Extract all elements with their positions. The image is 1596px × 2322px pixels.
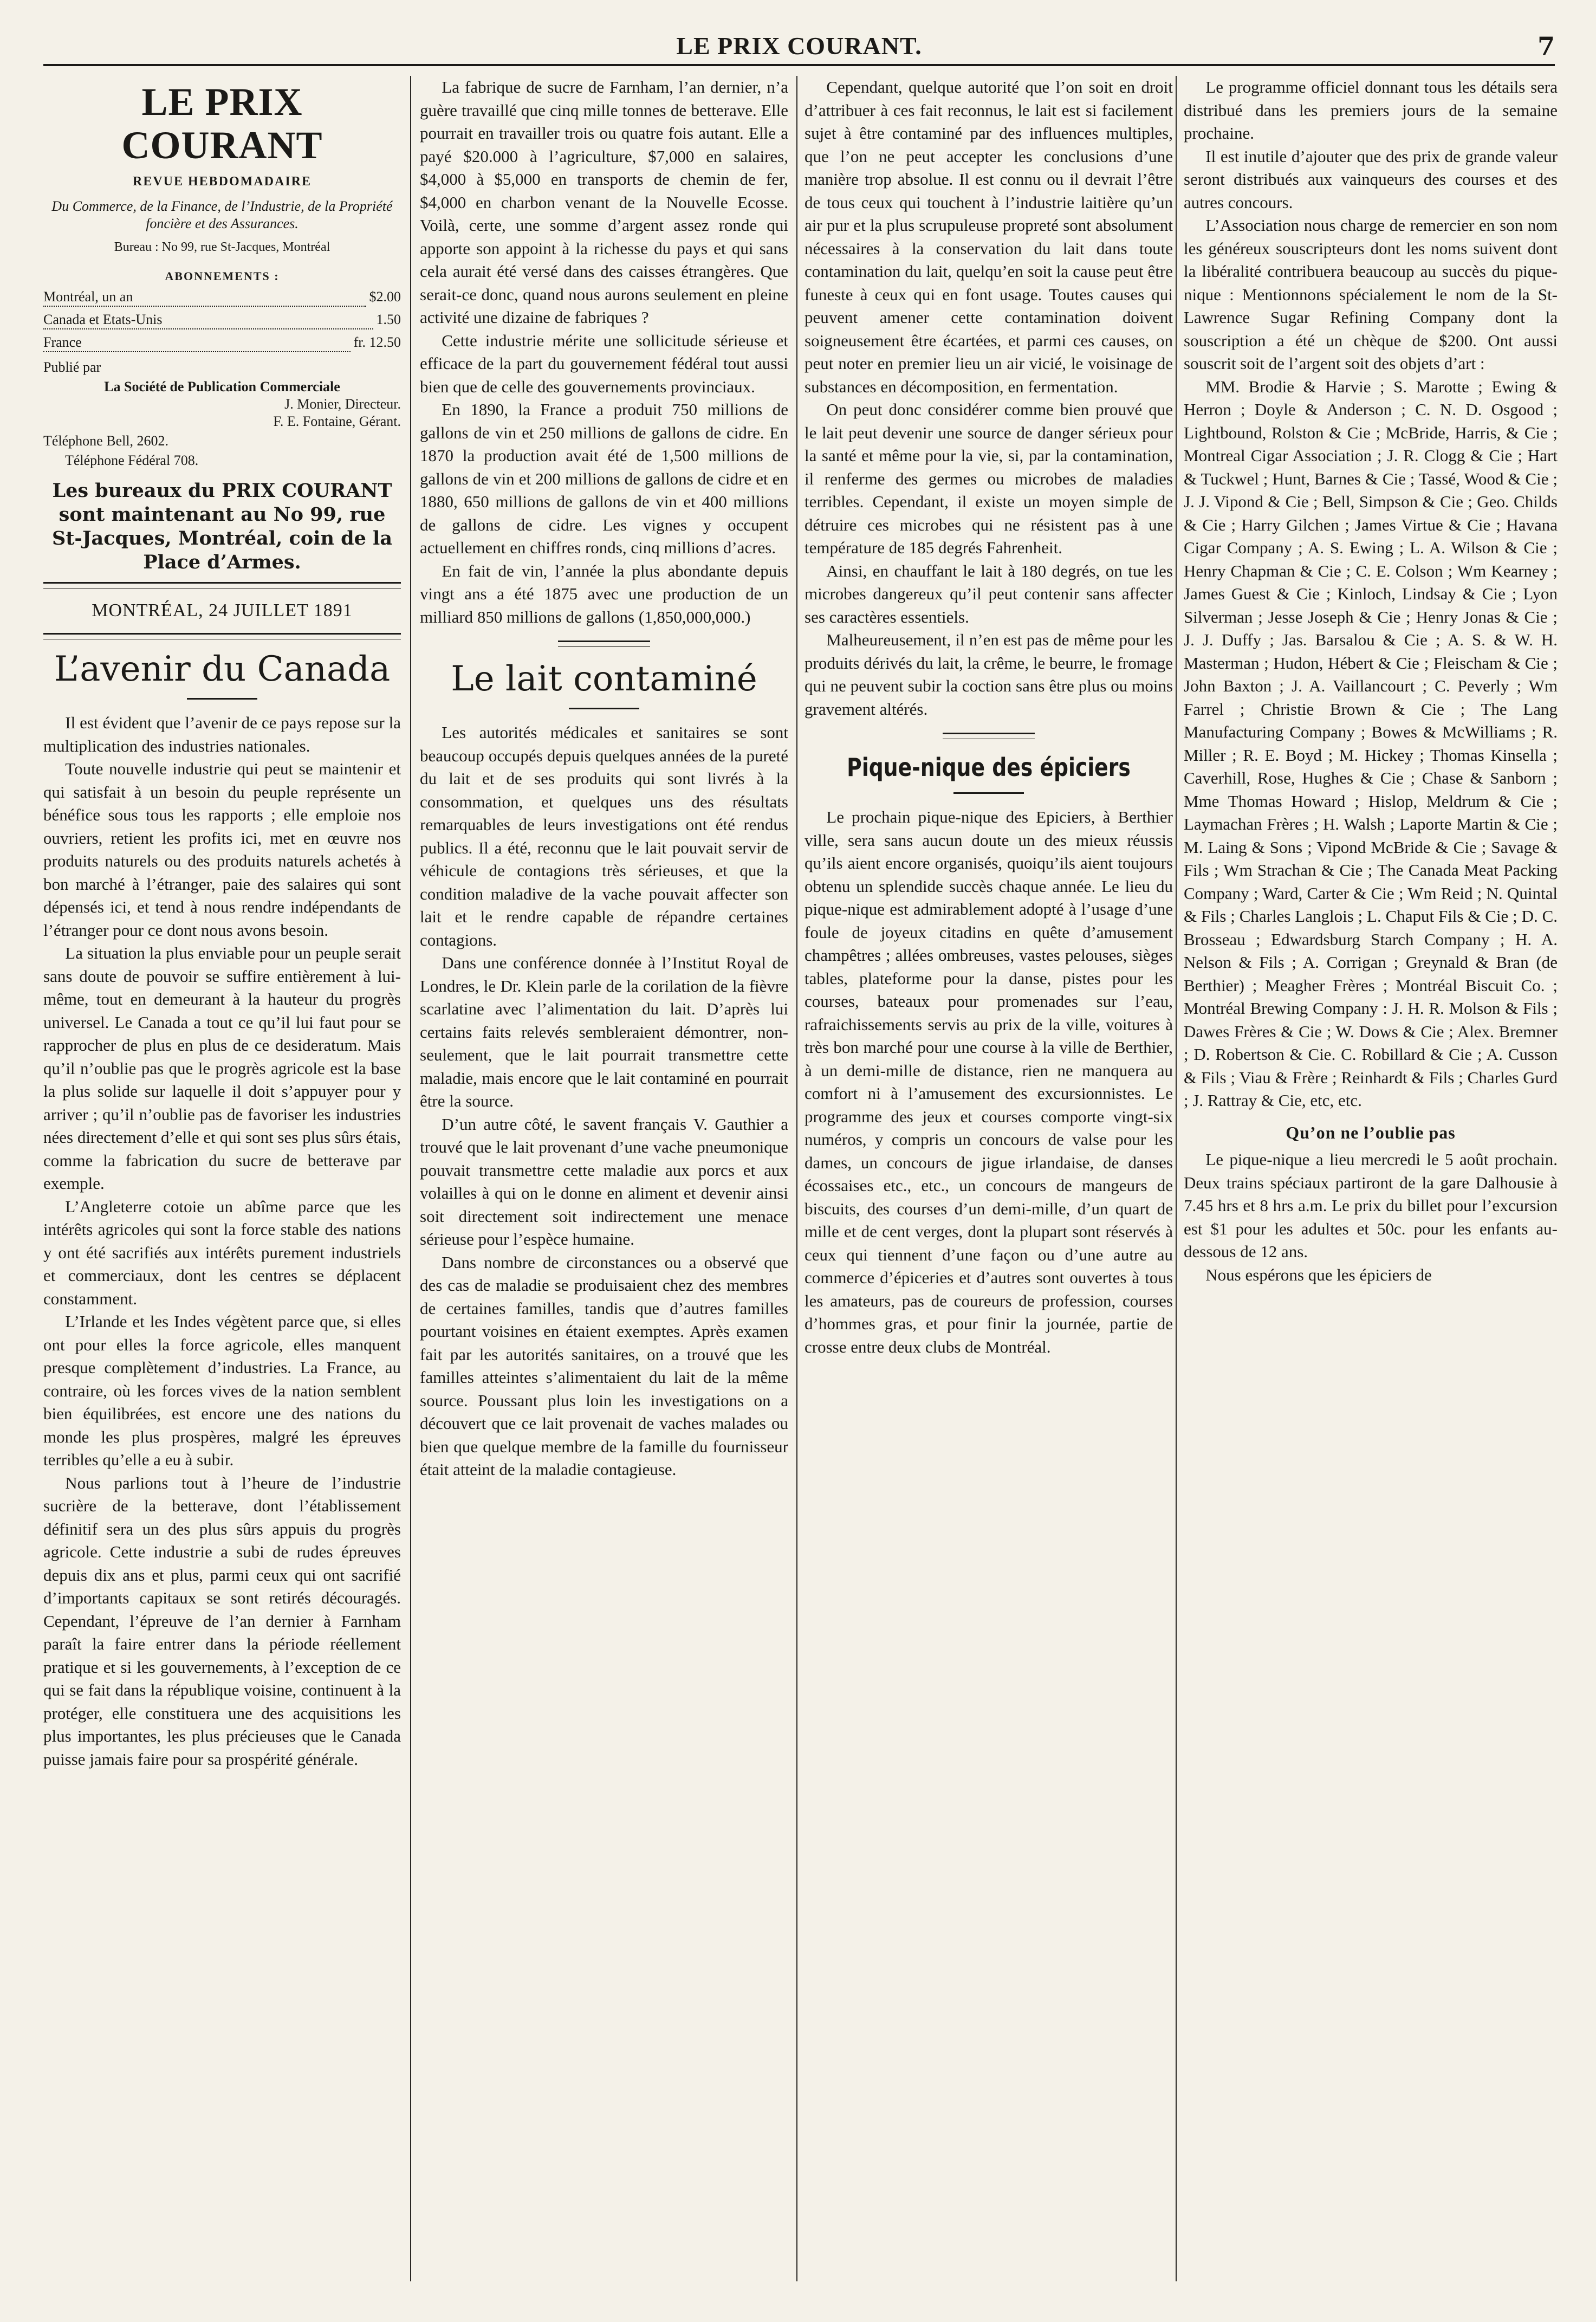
article-paragraph: Toute nouvelle industrie qui peut se maintenir et qui satisfait à un besoin du peuple représente un bénéfice sous tous les rapports ; elle emploie nos ouvriers, retient les profits ici, met en œuvre nos produits naturels ou des produits naturels achetés à bon marché à l’étranger, paie des salaires qui sont dépensés ici, et tend à nous rendre indépendants de l’étranger pour ce dont nous avons besoin.: [43, 759, 401, 940]
article-paragraph: L’Association nous charge de remercier en son nom les généreux souscripteurs dont les noms suivent dont la libéralité contribuera beaucoup au succès du pique-nique : Mentionnons spécialement le nom de la St-Lawrence Sugar Refining Company dont la souscription a été un chèque de $200. Ont aussi souscrit soit de l’argent soit des objets d’art :: [1184, 216, 1558, 373]
subscription-price: fr. 12.50: [353, 334, 401, 350]
masthead-bureau: Bureau : No 99, rue St-Jacques, Montréal: [114, 240, 330, 254]
page-header: [43, 31, 1555, 62]
article-headline: Pique-nique des épiciers: [847, 753, 1131, 782]
article-paragraph: En 1890, la France a produit 750 millions de gallons de vin et 250 millions de gallons de cidre. En 1870 la production avait été de 1,500 millions de gallons de vin et 200 millions de gallons de cidre et en 1880, 650 millions de gallons de vin et 400 millions de gallons de cidre. Les vignes y occupent actuellement en chiffres ronds, cinq millions d’acres.: [420, 400, 788, 557]
page-number: 7: [1537, 31, 1555, 61]
manager: F. E. Fontaine, Gérant.: [273, 413, 401, 429]
subscriptions-label: ABONNEMENTS :: [165, 269, 280, 283]
article-paragraph: Dans nombre de circonstances ou a observé que des cas de maladie se produisaient chez des membres de certaines familles, tandis que d’autres familles pourtant voisines en étaient exemptes. Après examen fait par les autorités sanitaires, on a trouvé que les familles atteintes s’alimentaient du lait de la même source. Poussant plus loin les investigations on a découvert que ce lait provenait de vaches malades ou bien que quelque membre de la famille du fournisseur était atteint de la maladie contagieuse.: [420, 1252, 788, 1479]
subscription-price: 1.50: [376, 311, 401, 327]
column-3: [805, 76, 1173, 2287]
office-notice: Les bureaux du PRIX COURANT sont maintenant au No 99, rue St-Jacques, Montréal, coin de la Place d’Armes.: [51, 479, 393, 573]
headline-rule: [953, 792, 1024, 794]
masthead-subtitle: REVUE HEBDOMADAIRE: [132, 174, 312, 189]
telephone-federal: Téléphone Fédéral 708.: [65, 452, 199, 468]
dateline: MONTRÉAL, 24 JUILLET 1891: [92, 600, 353, 620]
article-paragraph: On peut donc considérer comme bien prouvé que le lait peut devenir une source de danger sérieux pour la santé et même pour la vie, si, par la contamination, il renferme des germes ou microbes de maladies terribles. Cependant, il existe un moyen simple de détruire ces microbes qui ne résistent pas à une température de 185 degrés Fahrenheit.: [805, 400, 1173, 557]
article-end-rule: [943, 733, 1035, 739]
column-rule: [1176, 76, 1177, 2281]
subhead: Qu’on ne l’oublie pas: [1286, 1122, 1456, 1142]
article-paragraph: Il est évident que l’avenir de ce pays repose sur la multiplication des industries nationales.: [43, 713, 401, 755]
column-rule: [796, 76, 797, 2281]
subscriptions-list: [43, 288, 401, 357]
publisher-name: La Société de Publication Commerciale: [104, 378, 340, 394]
running-head: LE PRIX COURANT.: [676, 32, 922, 60]
subscription-row: [43, 311, 401, 334]
article-paragraph: Nous espérons que les épiciers de: [1205, 1265, 1432, 1284]
article-paragraph: L’Angleterre cotoie un abîme parce que les intérêts agricoles qui sont la force stable des nations y ont été sacrifiés aux intérêts purement industriels et commerciaux, dont les centres se déplacent constamment.: [43, 1196, 401, 1308]
published-by: Publié par: [43, 359, 101, 375]
article-headline: Le lait contaminé: [451, 659, 757, 699]
article-paragraph: La situation la plus enviable pour un peuple serait sans doute de pouvoir se suffire entièrement à lui-même, tout en demeurant à la hauteur du progrès universel. Le Canada a tout ce qu’il lui faut pour se rapprocher de plus en plus de ce desideratum. Mais qu’il n’oublie pas que le progrès agricole est la base la plus solide sur laquelle il doit s’appuyer pour y arriver ; qu’il n’oublie pas de favoriser les industries nées directement d’elle et qui sont ses plus sûrs étais, comme la fabrication du sucre de betterave par exemple.: [43, 943, 401, 1193]
article-paragraph: Le programme officiel donnant tous les détails sera distribué dans les premiers jours de la semaine prochaine.: [1184, 77, 1558, 143]
article-paragraph: Le pique-nique a lieu mercredi le 5 août prochain. Deux trains spéciaux partiront de la gare Dalhousie à 7.45 hrs et 8 hrs a.m. Le prix du billet pour l’excursion est $1 pour les adultes et 50c. pour les enfants au-dessous de 12 ans.: [1184, 1150, 1558, 1261]
article-paragraph: Dans une conférence donnée à l’Institut Royal de Londres, le Dr. Klein parle de la corilation de la fièvre scarlatine avec l’alimentation du lait. D’après lui certains faits relevés sembleraient démontrer, non-seulement, que le lait pourrait transmettre cette maladie, mais encore que le lait contaminé en pourrait être la source.: [420, 953, 788, 1110]
dateline-rule: [43, 633, 401, 639]
article-paragraph: Cette industrie mérite une sollicitude sérieuse et efficace de la part du gouvernement fédéral tout aussi bien que de celle des gouvernements provinciaux.: [420, 331, 788, 396]
subscription-row: [43, 334, 401, 357]
subscription-place: France: [43, 334, 351, 352]
masthead-title: LE PRIX COURANT: [121, 80, 323, 167]
article-paragraph: En fait de vin, l’année la plus abondante depuis vingt ans a été 1875 avec une production de un milliard 850 millions de gallons (1,850,000,000.): [420, 561, 788, 626]
subscription-place: Montréal, un an: [43, 288, 366, 307]
article-headline: L’avenir du Canada: [54, 649, 391, 689]
headline-rule: [187, 698, 257, 700]
subscription-row: [43, 288, 401, 311]
masthead: [43, 80, 401, 639]
director: J. Monier, Directeur.: [284, 396, 401, 412]
article-paragraph: Nous parlions tout à l’heure de l’industrie sucrière de la betterave, dont l’établissement définitif sera un des plus sûrs appuis du progrès agricole. Cette industrie a subi de rudes épreuves depuis dix ans et plus, parmi ceux qui ont sacrifié d’importants capitaux se sont retirés découragés. Cependant, l’épreuve de l’an dernier à Farnham paraît la faire entrer dans la période réellement pratique et si les gouvernements, à l’exception de ce qui se fait dans la république voisine, continuent à la protéger, elle constituera une des acquisitions les plus importantes, les plus précieuses que le Canada puisse jamais faire pour sa prospérité générale.: [43, 1473, 401, 1769]
sponsor-list: MM. Brodie & Harvie ; S. Marotte ; Ewing & Herron ; Doyle & Anderson ; C. N. D. Osgood ; Lightbound, Rolston & Cie ; McBride, Harris, & Cie ; Montreal Cigar Association ; J. R. Clogg & Cie ; Hart & Tuckwel ; Hunt, Barnes & Cie ; Tassé, Wood & Cie ; J. J. Vipond & Cie ; Bell, Simpson & Cie ; Geo. Childs & Cie ; Harry Gilchen ; James Virtue & Cie ; Havana Cigar Company ; A. S. Ewing ; L. A. Wilson & Cie ; Henry Chapman & Cie ; C. E. Colson ; Wm Kearney ; James Guest & Cie ; Kinloch, Lindsay & Cie ; Lyon Silverman ; Jesse Joseph & Cie ; Henry Jonas & Cie ; J. J. Duffy ; Jas. Barsalou & Cie ; A. S. & W. H. Masterman ; Hudon, Hébert & Cie ; Fleischam & Cie ; John Baxton ; J. A. Vaillancourt ; C. Peverly ; Wm Farrel ; Christie Brown & Cie ; The Lang Manufacturing Company ; Bowes & McWilliams ; R. Miller ; R. E. Boyd ; M. Hickey ; Thomas Kinsella ; Caverhill, Rose, Hughes & Cie ; Chase & Sanborn ; Mme Thomas Howard ; Hislop, Meldrum & Cie ; Laymachan Frères ; H. Walsh ; Laporte Martin & Cie ; M. Laing & Sons ; Vipond McBride & Cie ; Savage & Fils ; Wm Strachan & Cie ; The Canada Meat Packing Company ; Ward, Carter & Cie ; Wm Reid ; N. Quintal & Fils ; Charles Langlois ; L. Chaput Fils & Cie ; D. C. Brosseau ; Edwardsburg Starch Company ; H. A. Nelson & Fils ; A. Corrigan ; Greynald & Bran (de Berthier) ; Meagher Frères ; Montréal Biscuit Co. ; Montréal Brewing Company : J. H. R. Molson & Fils ; Dawes Frères & Cie ; W. Dows & Cie ; Alex. Bremner ; D. Robertson & Cie. C. Robillard & Cie ; A. Cusson & Fils ; Viau & Frère ; Reinhardt & Fils ; Charles Gurd ; J. Rattray & Cie, etc, etc.: [1184, 377, 1558, 1110]
subscription-price: $2.00: [369, 288, 401, 305]
article-paragraph: Les autorités médicales et sanitaires se sont beaucoup occupés depuis quelques années de la pureté du lait et de ses produits qui sont livrés à la consommation, et quelques uns des résultats remarquables de leurs investigations ont été rendus publics. Il a été, reconnu que le lait pouvait servir de véhicule de contagions très sérieuses, et que la condition maladive de la vache pouvait affecter son lait et le rendre capable de répandre certaines contagions.: [420, 723, 788, 949]
column-4: [1184, 76, 1558, 2287]
article-paragraph: L’Irlande et les Indes végètent parce que, si elles ont pour elles la force agricole, elles manquent presque complètement d’industries. La France, au contraire, où les forces vives de la nation semblent bien équilibrées, est encore une des nations du monde les plus prospères, malgré les épreuves terribles qu’elle a eu à subir.: [43, 1312, 401, 1469]
article-paragraph: Il est inutile d’ajouter que des prix de grande valeur seront distribués aux vainqueurs des courses et des autres concours.: [1184, 146, 1558, 212]
article-paragraph: D’un autre côté, le savent français V. Gauthier a trouvé que le lait provenant d’une vache pneumonique pouvait transmettre cette maladie aux porcs et aux volailles à qui on le donne en aliment et devenir ainsi soit directement soit indirectement une menace sérieuse pour l’espèce humaine.: [420, 1114, 788, 1249]
subscription-place: Canada et Etats-Unis: [43, 311, 373, 329]
article-end-rule: [558, 641, 650, 647]
article-paragraph: Le prochain pique-nique des Epiciers, à Berthier ville, sera sans aucun doute un des mieux réussis qu’ils aient encore organisés, quoiqu’ils aient toujours obtenu un splendide succès chaque année. Le lieu du pique-nique est admirablement adopté à l’usage d’une foule de joyeux citadins en quête d’amusement champêtres ; allées ombreuses, vastes pelouses, sièges tables, plateforme pour la danse, pistes pour les courses, bateaux pour promenades sur l’eau, rafraichissements servis au prix de la ville, voitures à très bon marché pour une course à la ville de Berthier, à un demi-mille de distance, rien ne manquera au comfort ni à l’amusement des excursionnistes. Le programme des jeux et courses comporte vingt-six numéros, y compris un concours de valse pour les dames, un concours de jigue irlandaise, de danses écossaises etc., etc., un concours de mangeurs de biscuits, des courses d’un demi-mille, d’un quart de mille et de cent verges, dont la plupart sont réservés à ceux qui tiennent d’une façon ou d’une autre au commerce d’épiceries et d’autres sont ouvertes à tous les amateurs, pas de coureurs de profession, courses d’hommes gras, et pour finir la journée, partie de crosse entre deux clubs de Montréal.: [805, 807, 1173, 1356]
column-2: [420, 76, 788, 2287]
headline-rule: [569, 708, 639, 709]
column-rule: [410, 76, 411, 2281]
article-paragraph: Malheureusement, il n’en est pas de même pour les produits dérivés du lait, la crême, le beurre, le fromage qui ne peuvent subir la coction sans être plus ou moins gravement altérés.: [805, 630, 1173, 719]
masthead-description: Du Commerce, de la Finance, de l’Industrie, de la Propriété foncière et des Assurances.: [51, 198, 393, 231]
header-rule: [43, 64, 1555, 66]
article-paragraph: Ainsi, en chauffant le lait à 180 degrés, on tue les microbes dangereux qu’il peut contenir sans affecter ses caractères essentiels.: [805, 561, 1173, 626]
telephone-bell: Téléphone Bell, 2602.: [43, 432, 169, 449]
masthead-rule: [43, 582, 401, 588]
article-paragraph: La fabrique de sucre de Farnham, l’an dernier, n’a guère travaillé que cinq mille tonnes de betterave. Elle pourrait en travailler trois ou quatre fois autant. Elle a payé $20.000 à l’agriculture, $7,000 en salaires, $4,000 à $5,000 en transports de chemin de fer, $4,000 en charbon venant de la Nouvelle Ecosse. Voilà, certe, une somme d’argent assez ronde qui apporte son appoint à la richesse du pays et qui sans cela aurait été versé dans des caisses étrangères. Que serait-ce donc, quand nous aurons seulement en pleine activité une dizaine de fabriques ?: [420, 77, 788, 327]
column-1: [43, 76, 401, 2287]
article-paragraph: Cependant, quelque autorité que l’on soit en droit d’attribuer à ces fait reconnus, le lait est si facilement sujet à être contaminé par des influences multiples, que l’on ne peut accepter les conclusions d’une manière trop absolue. Il est connu ou il devrait l’être de tous ceux qui touchent à l’industrie laitière qu’un air pur et la plus scrupuleuse propreté sont absolument nécessaires à la conservation du lait dans toute contamination du lait, quelqu’en soit la cause peut être funeste à ceux qui en font usage. Toutes causes qui peuvent amener cette contamination doivent soigneusement être écartées, et parmi ces causes, on peut noter en premier lieu un air vicié, le voisinage de substances en décomposition, en fermentation.: [805, 77, 1173, 396]
